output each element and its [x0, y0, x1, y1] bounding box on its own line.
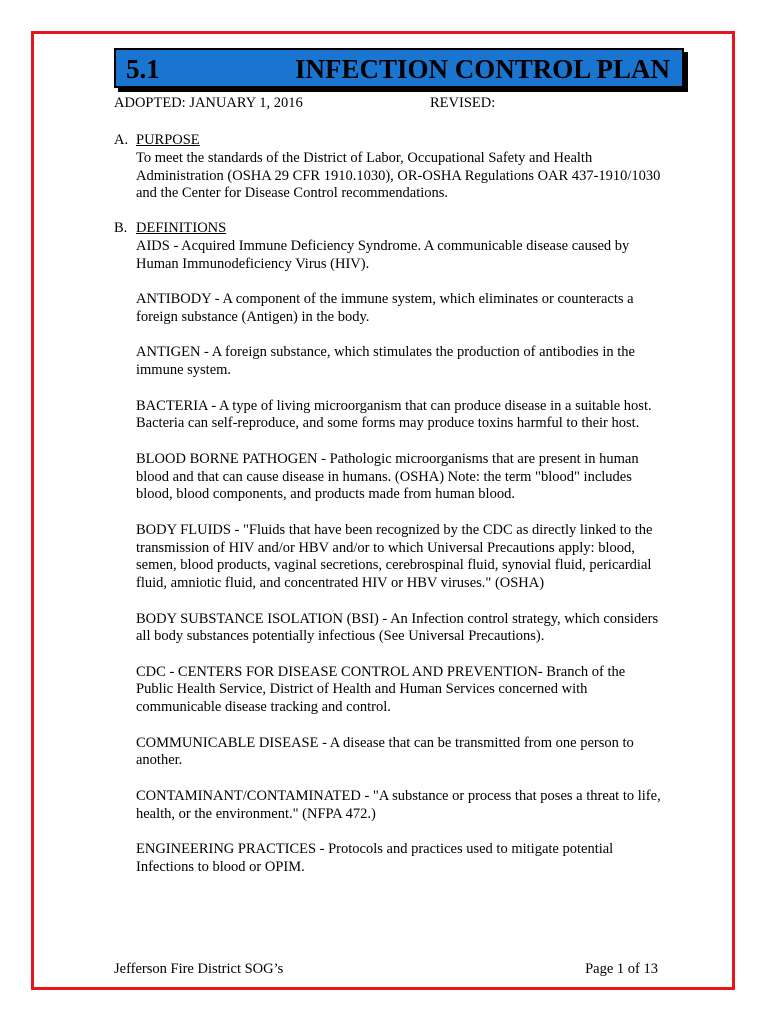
footer-organization: Jefferson Fire District SOG’s — [114, 961, 284, 977]
document-title: INFECTION CONTROL PLAN — [294, 54, 670, 84]
definition-body-fluids: BODY FLUIDS - "Fluids that have been recognized by the CDC as directly linked to the transmission of HIV and/or HBV and/or to which Universal Precautions apply: blood, semen, blood products, vaginal secretions, cerebrospinal fluid, synovial fluid, pericardial fluid, amniotic fluid, and concentrated HIV or HBV viruses." (OSHA) — [136, 521, 653, 592]
section-title: DEFINITIONS — [136, 220, 227, 237]
definition-bacteria: BACTERIA - A type of living microorganism that can produce disease in a suitable host. Bacteria can self-reproduce, and some forms may produce toxins harmful to their host. — [136, 397, 652, 432]
definition-cdc: CDC - CENTERS FOR DISEASE CONTROL AND PREVENTION- Branch of the Public Health Service, District of Health and Human Services concerned with communicable disease tracking and control. — [136, 663, 626, 716]
purpose-section — [114, 132, 664, 203]
definition-blood-borne-pathogen: BLOOD BORNE PATHOGEN - Pathologic microorganisms that are present in human blood and that can cause disease in humans. (OSHA) Note: the term "blood" includes blood, blood components, and products made from human blood. — [136, 450, 639, 503]
section-letter: B. — [114, 220, 128, 237]
definitions-section — [114, 220, 664, 876]
definitions-heading — [114, 220, 664, 238]
section-title: PURPOSE — [136, 132, 200, 148]
adopted-date: ADOPTED: JANUARY 1, 2016 — [114, 95, 303, 111]
revised-date: REVISED: — [430, 95, 496, 111]
definition-antigen: ANTIGEN - A foreign substance, which stimulates the production of antibodies in the immune system. — [136, 344, 635, 379]
purpose-heading — [114, 132, 664, 150]
section-letter: A. — [114, 132, 129, 148]
section-number: 5.1 — [126, 54, 160, 84]
title-banner — [114, 48, 684, 88]
definition-contaminant: CONTAMINANT/CONTAMINATED - "A substance or process that poses a threat to life, health, or the environment." (NFPA 472.) — [136, 787, 661, 822]
page-number: Page 1 of 13 — [585, 961, 658, 977]
definition-bsi: BODY SUBSTANCE ISOLATION (BSI) - An Infection control strategy, which considers all body substances potentially infectious (See Universal Precautions). — [136, 610, 659, 645]
definition-engineering-practices: ENGINEERING PRACTICES - Protocols and practices used to mitigate potential Infections to blood or OPIM. — [136, 841, 614, 875]
definition-antibody: ANTIBODY - A component of the immune system, which eliminates or counteracts a foreign substance (Antigen) in the body. — [136, 291, 634, 325]
definition-aids: AIDS - Acquired Immune Deficiency Syndrome. A communicable disease caused by Human Immunodeficiency Virus (HIV). — [136, 237, 630, 272]
document-body — [114, 132, 664, 894]
definition-communicable-disease: COMMUNICABLE DISEASE - A disease that can be transmitted from one person to another. — [136, 734, 634, 769]
purpose-text: To meet the standards of the District of Labor, Occupational Safety and Health Administration (OSHA 29 CFR 1910.1030), OR-OSHA Regulations OAR 437-1910/1030 and the Center for Disease Control recommendations. — [136, 149, 661, 202]
